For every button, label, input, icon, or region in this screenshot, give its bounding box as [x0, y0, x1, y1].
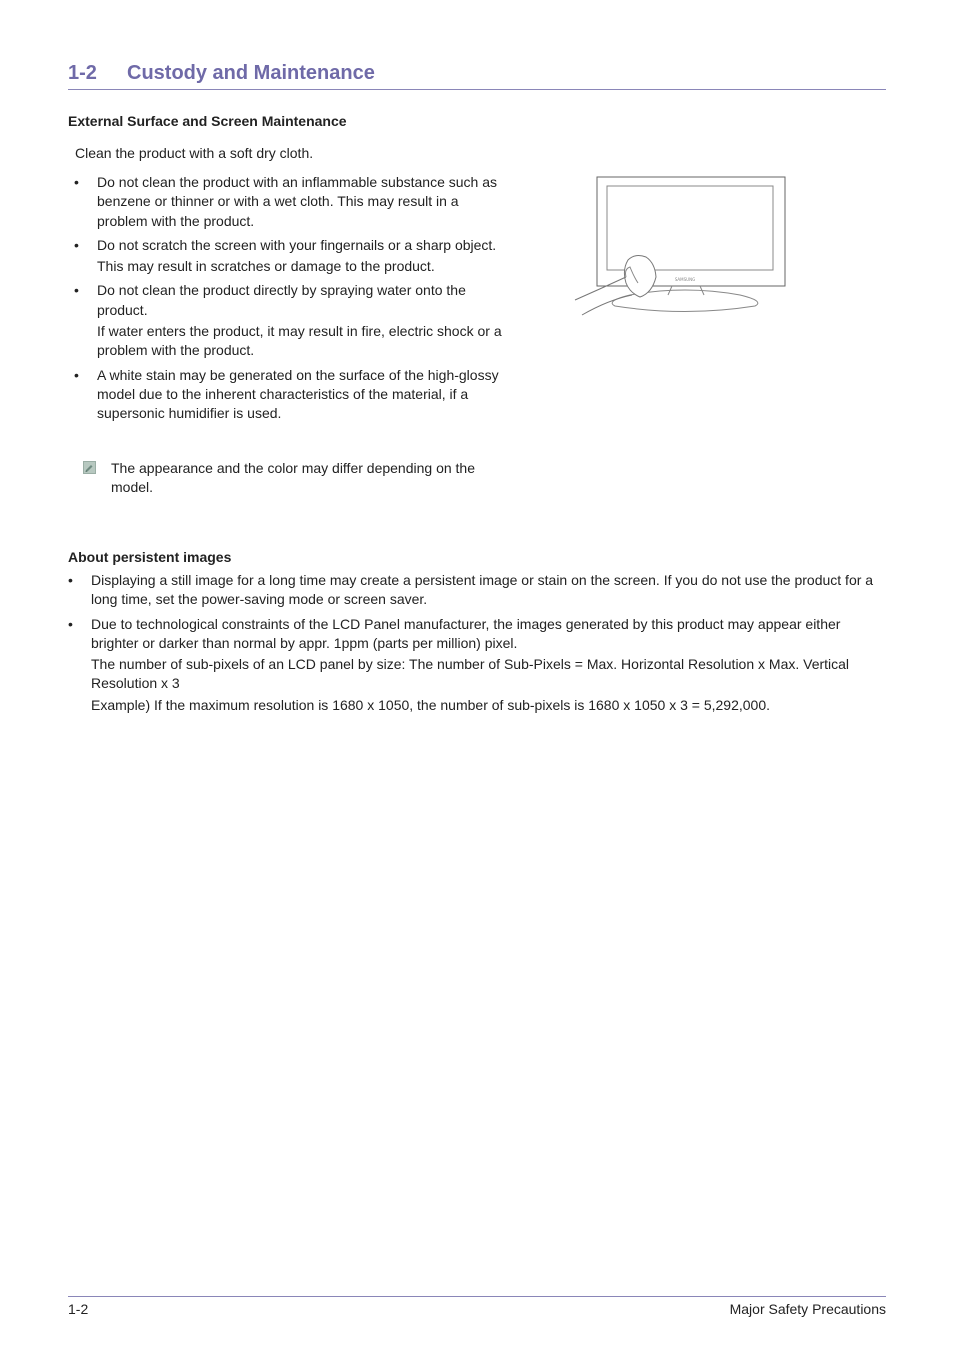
list-item — [74, 173, 504, 231]
list-item — [74, 366, 504, 424]
bullet-extra: Example) If the maximum resolution is 1680 x 1050, the number of sub-pixels is 1680 x 1050 x 3 = 5,292,000. — [91, 696, 770, 713]
brand-logo: SAMSUNG — [674, 277, 696, 282]
bullet-extra: The number of sub-pixels of an LCD panel by size: The number of Sub-Pixels = Max. Horizontal Resolution x Max. Vertical Resolution x 3 — [91, 656, 850, 692]
bullet-extra: If water enters the product, it may result in fire, electric shock or a problem with the product. — [97, 323, 502, 359]
bullet-text: Do not scratch the screen with your fingernails or a sharp object. — [97, 236, 497, 253]
footer-page-number: 1-2 — [68, 1301, 89, 1317]
bullet-text: Due to technological constraints of the LCD Panel manufacturer, the images generated by this product may appear either brighter or darker than normal by appr. 1ppm (parts per million) pixel. — [91, 615, 841, 651]
bullet-symbol: • — [74, 366, 79, 383]
bullet-symbol: • — [68, 572, 73, 588]
page-title: Custody and Maintenance — [127, 62, 375, 84]
bullet-symbol: • — [74, 174, 79, 190]
monitor-cleaning-illustration — [560, 165, 810, 335]
bullet-symbol: • — [68, 615, 73, 632]
bullet-text: Do not clean the product with an inflammable substance such as benzene or thinner or with a wet cloth. This may result in a problem with the product. — [97, 174, 498, 229]
bullet-text: Displaying a still image for a long time may create a persistent image or stain on the screen. If you do not use the product for a long time, set the power-saving mode or screen saver. — [91, 572, 874, 608]
bullet-symbol: • — [74, 282, 79, 299]
bullet-text: A white stain may be generated on the surface of the high-glossy model due to the inherent characteristics of the material, if a supersonic humidifier is used. — [97, 366, 499, 422]
external-intro: Clean the product with a soft dry cloth. — [75, 145, 314, 161]
persistent-heading: About persistent images — [68, 549, 232, 565]
persistent-bullet-list — [68, 571, 888, 720]
list-item — [68, 615, 888, 715]
page-title-row — [68, 62, 886, 90]
external-heading: External Surface and Screen Maintenance — [68, 113, 347, 129]
list-item — [74, 281, 504, 360]
footer-divider — [68, 1296, 886, 1297]
bullet-symbol: • — [74, 236, 79, 253]
footer-section-title: Major Safety Precautions — [729, 1301, 886, 1317]
bullet-extra: This may result in scratches or damage to the product. — [97, 258, 435, 275]
note-icon — [83, 461, 96, 474]
section-number: 1-2 — [68, 62, 97, 84]
list-item — [74, 236, 504, 277]
external-bullet-list — [74, 173, 504, 429]
note-text: The appearance and the color may differ depending on the model. — [111, 460, 475, 496]
list-item — [68, 571, 888, 610]
note-box — [83, 459, 503, 498]
bullet-text: Do not clean the product directly by spraying water onto the product. — [97, 282, 466, 318]
